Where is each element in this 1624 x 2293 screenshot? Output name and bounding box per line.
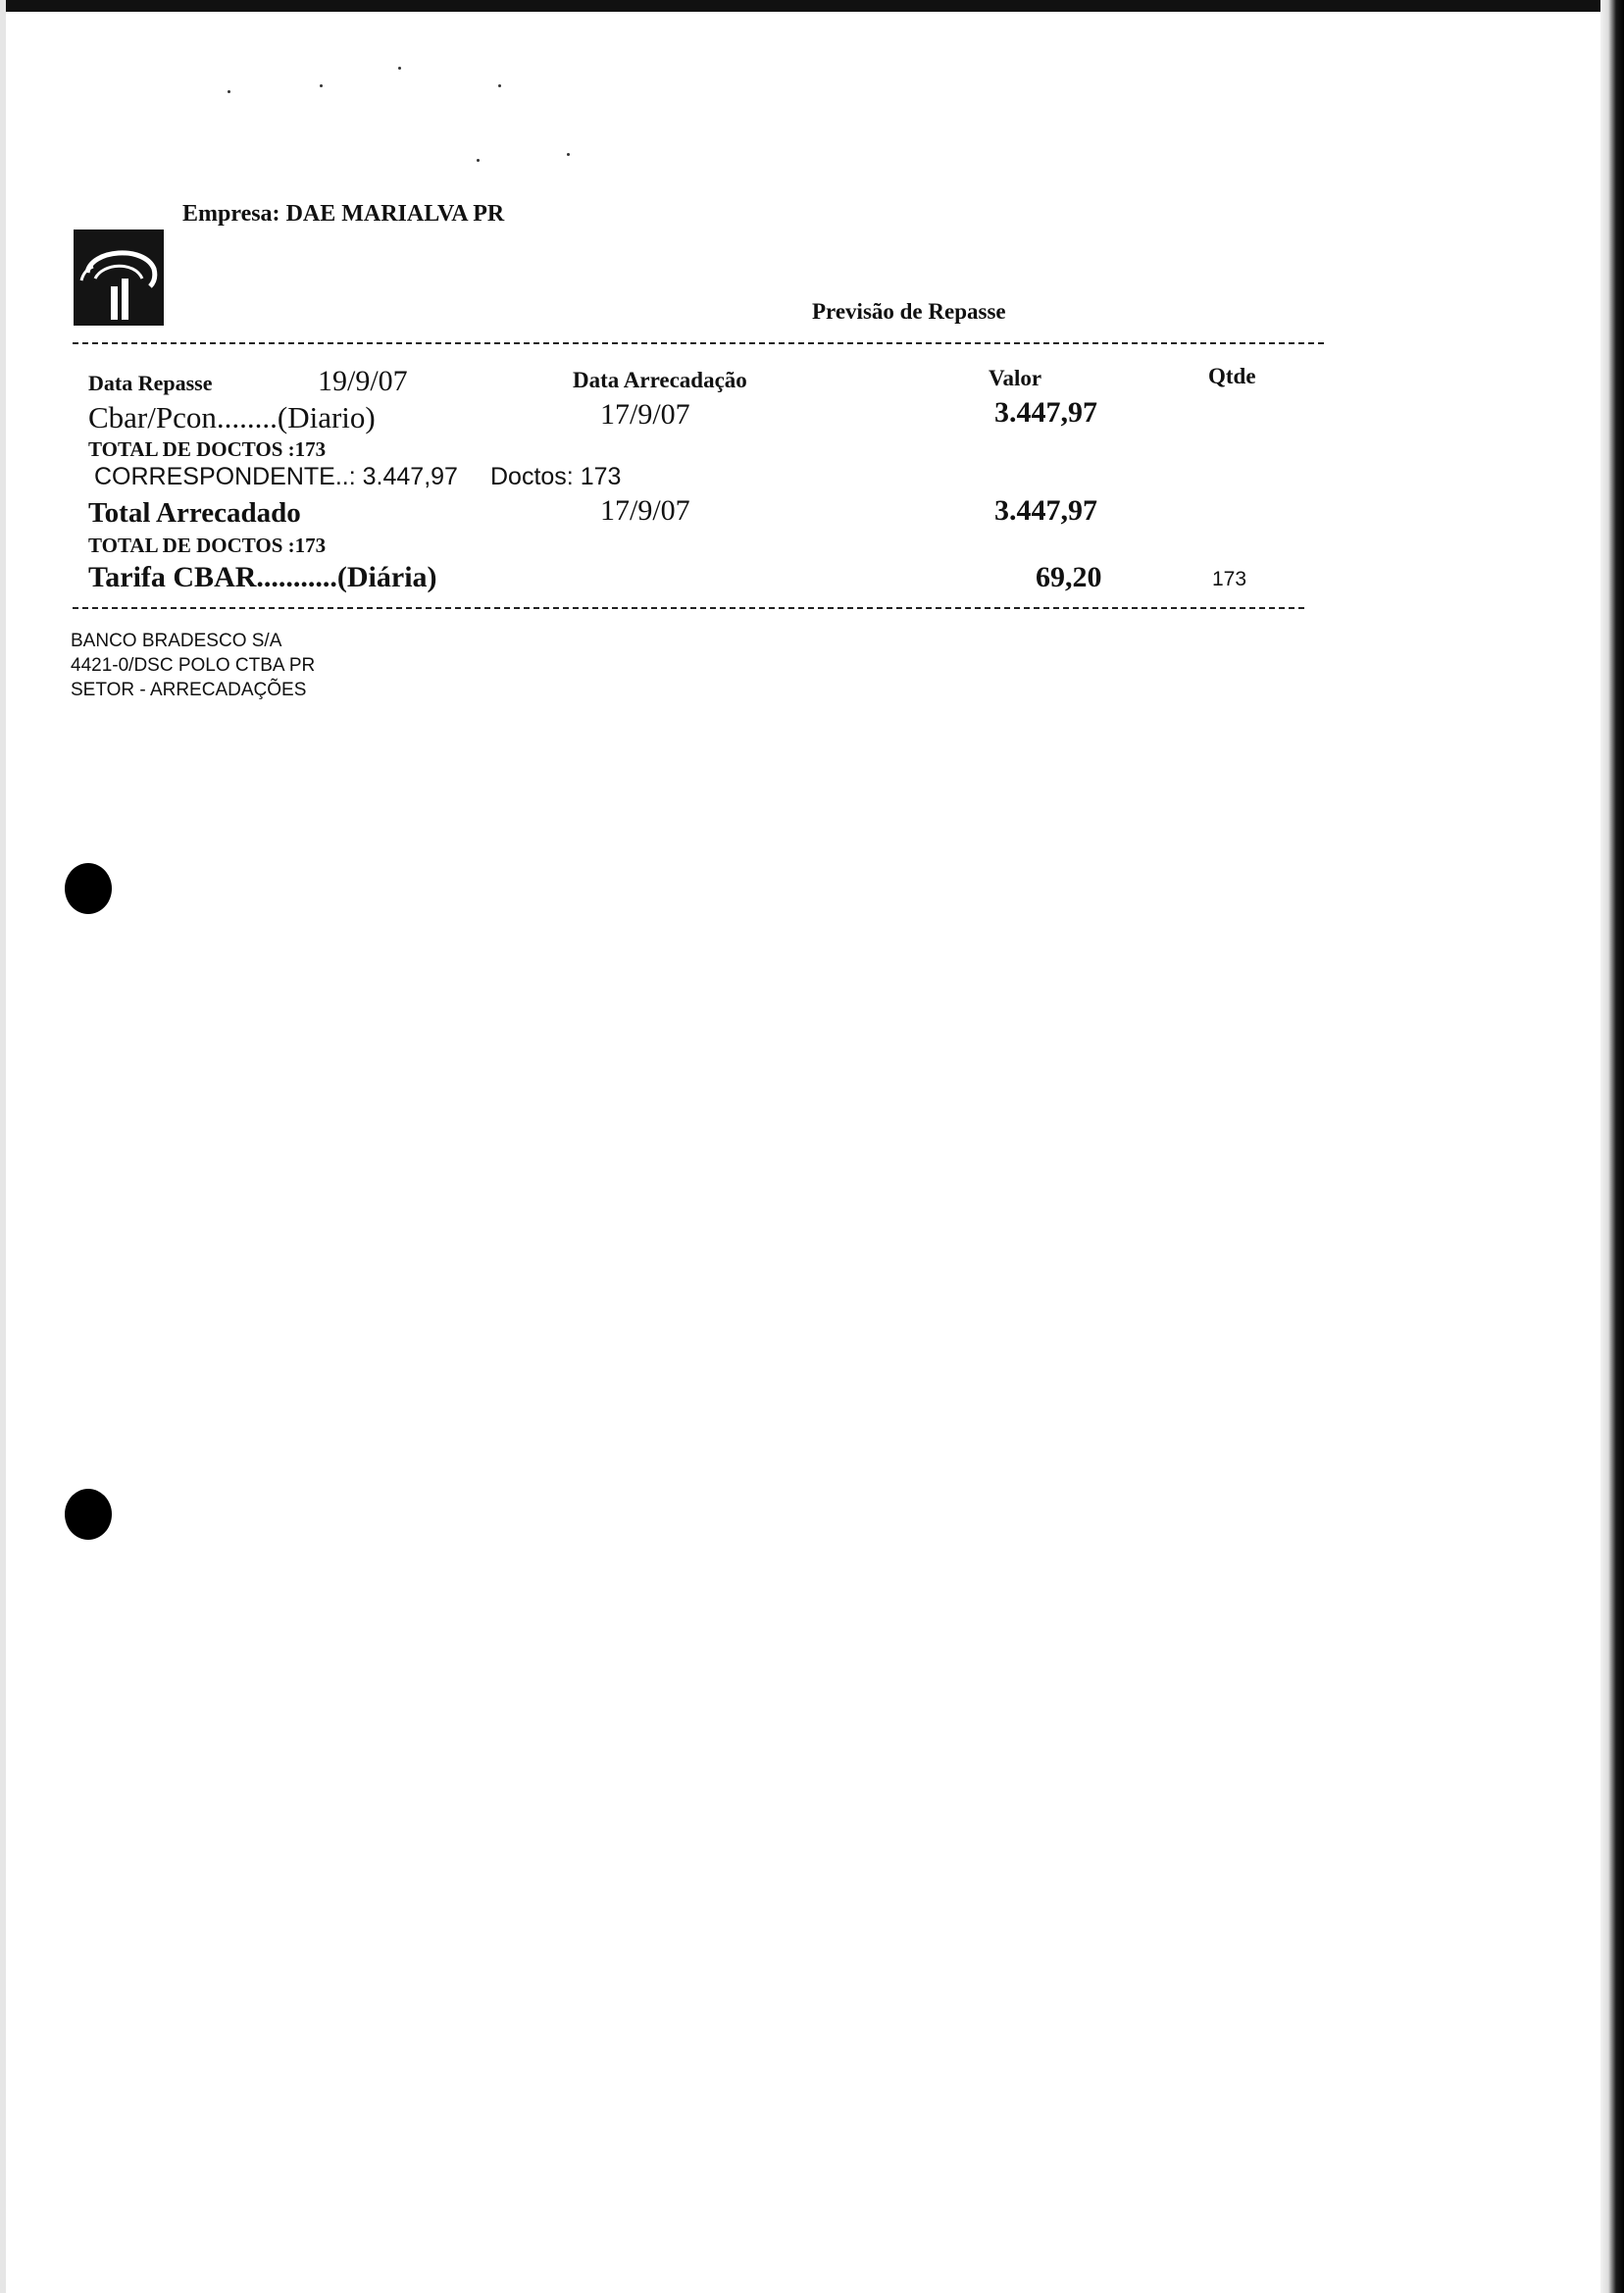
row-correspondente-docs: Doctos: 173 [490,463,622,490]
footer-sector: SETOR - ARRECADAÇÕES [71,680,307,700]
company-name: DAE MARIALVA PR [285,201,505,227]
bradesco-logo-icon [74,229,164,326]
data-repasse-value: 19/9/07 [318,365,408,397]
scan-speck [398,67,401,70]
scan-speck [228,90,230,93]
row-tarifa-value: 69,20 [1036,561,1102,593]
report-title: Previsão de Repasse [812,299,1006,324]
row-tarifa-qtde: 173 [1212,568,1247,590]
row-total-doctos: TOTAL DE DOCTOS :173 [88,437,327,461]
row-cbar-value: 3.447,97 [994,396,1097,429]
scan-speck [477,159,480,162]
row-total-arrecadado-label: Total Arrecadado [88,497,301,529]
row-cbar-date: 17/9/07 [600,398,690,431]
scan-left-edge [0,0,6,2293]
scan-speck [320,84,323,87]
footer-bank: BANCO BRADESCO S/A [71,631,282,651]
punch-hole [65,863,112,914]
company-line [182,202,504,226]
col-valor: Valor [989,366,1042,390]
row-correspondente: CORRESPONDENTE..: 3.447,97 [94,463,458,490]
divider-top [73,342,1324,344]
divider-bottom [73,607,1304,609]
footer-branch: 4421-0/DSC POLO CTBA PR [71,655,316,676]
scan-speck [567,153,570,156]
scan-speck [498,84,501,87]
row-cbar-label: Cbar/Pcon........(Diario) [88,400,376,434]
punch-hole [65,1489,112,1540]
scan-right-edge [1600,0,1624,2293]
scan-top-edge [0,0,1624,12]
col-data-arrecadacao: Data Arrecadação [573,368,747,392]
col-qtde: Qtde [1208,364,1256,388]
col-data-repasse: Data Repasse [88,371,213,395]
row-tarifa-label: Tarifa CBAR...........(Diária) [88,561,437,593]
row-total-arrecadado-date: 17/9/07 [600,494,690,527]
row-total-arrecadado-value: 3.447,97 [994,494,1097,527]
row-total-doctos-2: TOTAL DE DOCTOS :173 [88,534,327,557]
company-label: Empresa: [182,201,280,227]
